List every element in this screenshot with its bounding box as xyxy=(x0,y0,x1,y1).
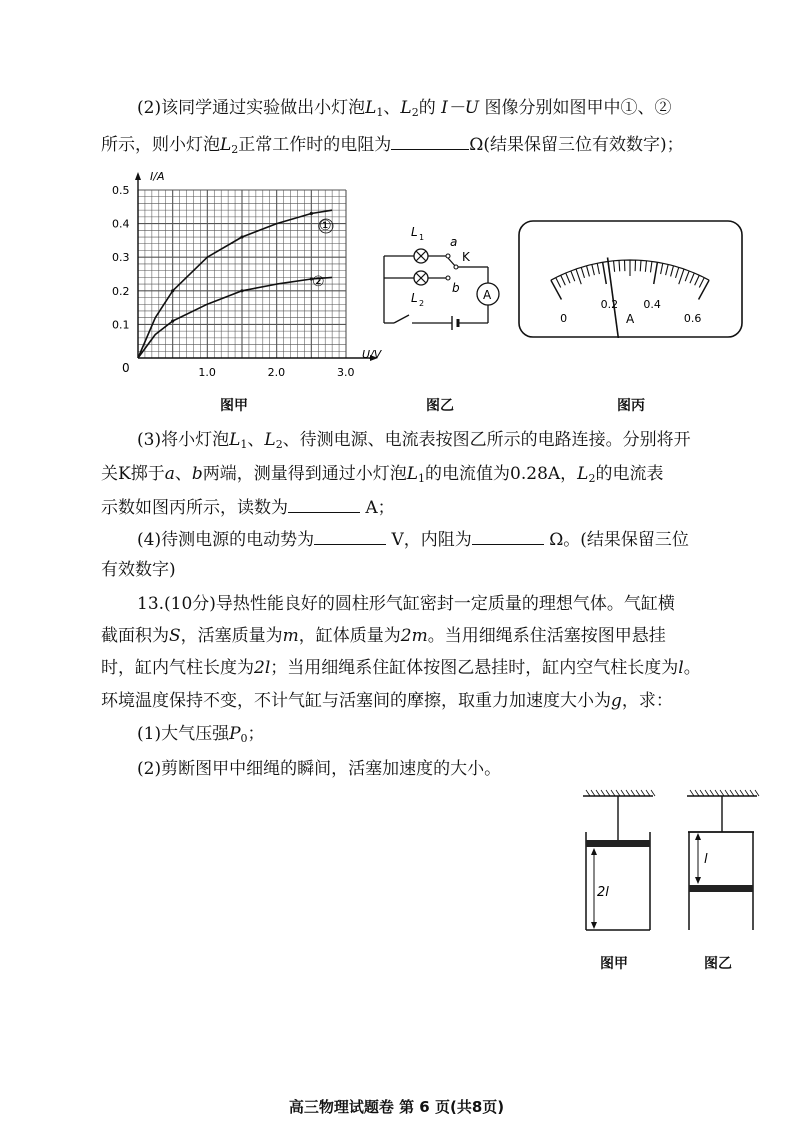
q13-sub2: (2)剪断图甲中细绳的瞬间，活塞加速度的大小。 xyxy=(137,759,502,779)
terminal-a-label: a xyxy=(450,235,458,249)
ceiling-hatch xyxy=(740,790,744,796)
ceiling-hatch xyxy=(631,790,635,796)
svg-text:2: 2 xyxy=(419,299,425,308)
meter-tick xyxy=(619,260,620,271)
ceiling-hatch xyxy=(735,790,739,796)
caption-cylinder-yi: 图乙 xyxy=(704,956,732,972)
origin-label: 0 xyxy=(122,361,130,375)
data-point xyxy=(240,289,243,292)
circuit-diagram xyxy=(376,218,506,333)
ceiling-hatch xyxy=(596,790,600,796)
ceiling-hatch xyxy=(690,790,694,796)
q13-line2: 截面积为S，活塞质量为m，缸体质量为2m。当用细绳系住活塞按图甲悬挂 xyxy=(101,626,666,646)
q13-line3: 时，缸内气柱长度为2l；当用细绳系住缸体按图乙悬挂时，缸内空气柱长度为l。 xyxy=(101,658,701,678)
caption-circuit-yi: 图乙 xyxy=(426,398,454,414)
ceiling-hatch xyxy=(606,790,610,796)
svg-text:1: 1 xyxy=(419,233,425,242)
lamp-l2-icon xyxy=(414,271,428,285)
lamp-l1-icon xyxy=(414,249,428,263)
ceiling-hatch xyxy=(586,790,590,796)
meter-tick-label: 0 xyxy=(560,311,568,325)
y-tick-label: 0.1 xyxy=(112,318,130,332)
terminal-b-label: b xyxy=(452,281,460,295)
ceiling-hatch xyxy=(700,790,704,796)
ceiling-hatch xyxy=(621,790,625,796)
ceiling-hatch xyxy=(720,790,724,796)
q13-sub1: (1)大气压强$P_0$； xyxy=(137,724,265,745)
meter-tick xyxy=(640,260,641,271)
page-footer: 高三物理试题卷 第 6 页(共8页) xyxy=(288,1098,505,1116)
ceiling-hatch xyxy=(646,790,650,796)
y-axis-label: I/A xyxy=(150,170,165,183)
ceiling-hatch xyxy=(705,790,709,796)
q12-part3-line3: 示数如图丙所示，读数为 A； xyxy=(101,494,395,520)
meter-tick-label: 0.6 xyxy=(683,311,702,325)
x-tick-label: 3.0 xyxy=(337,366,355,379)
length-l-label: l xyxy=(704,852,708,867)
ammeter-dial xyxy=(518,220,743,338)
y-tick-label: 0.2 xyxy=(112,284,130,298)
q12-part4-line2: 有效数字) xyxy=(101,560,176,580)
answer-blank-emf[interactable] xyxy=(314,526,386,545)
y-axis-arrow-icon xyxy=(135,172,141,180)
q12-part2-line2: 所示，则小灯泡$L_2$正常工作时的电阻为 Ω(结果保留三位有效数字)； xyxy=(101,131,684,157)
ammeter-label: A xyxy=(483,288,492,302)
curve2-label: ② xyxy=(312,274,325,290)
answer-blank-internal-resistance[interactable] xyxy=(472,526,544,545)
q12-part2-line1: (2)该同学通过实验做出小灯泡$L_1$、$L_2$的 I－U 图像分别如图甲中①、② xyxy=(137,98,672,119)
ceiling-hatch xyxy=(730,790,734,796)
y-tick-label: 0.5 xyxy=(112,184,130,197)
meter-tick-label: 0.2 xyxy=(600,297,619,311)
y-tick-label: 0.3 xyxy=(112,251,130,265)
ceiling-hatch xyxy=(715,790,719,796)
ceiling-hatch xyxy=(601,790,605,796)
cylinder-fig-yi xyxy=(682,788,772,938)
q12-part3-line2: 关K掷于a、b两端，测量得到通过小灯泡$L_1$的电流值为0.28A，$L_2$的电流表 xyxy=(101,464,664,485)
q12-part3-line1: (3)将小灯泡$L_1$、$L_2$、待测电源、电流表按图乙所示的电路连接。分别将开 xyxy=(137,430,691,451)
ceiling-hatch xyxy=(636,790,640,796)
circuit-l1-label: L xyxy=(411,225,418,239)
caption-meter-bing: 图丙 xyxy=(617,398,645,414)
ceiling-hatch xyxy=(641,790,645,796)
x-axis-label: U/V xyxy=(362,348,382,361)
iu-graph xyxy=(110,168,390,388)
ceiling-hatch xyxy=(725,790,729,796)
data-point xyxy=(171,319,174,322)
answer-blank-resistance[interactable] xyxy=(391,131,469,150)
y-tick-label: 0.4 xyxy=(112,217,130,231)
q13-line1: 13.(10分)导热性能良好的圆柱形气缸密封一定质量的理想气体。气缸横 xyxy=(137,594,675,614)
ceiling-hatch xyxy=(651,790,655,796)
ceiling-hatch xyxy=(755,790,759,796)
cylinder-fig-jia xyxy=(578,788,668,938)
ceiling-hatch xyxy=(611,790,615,796)
data-point xyxy=(310,212,313,215)
ceiling-hatch xyxy=(750,790,754,796)
ceiling-hatch xyxy=(591,790,595,796)
ceiling-hatch xyxy=(745,790,749,796)
curve1-label: ① xyxy=(319,218,332,234)
ceiling-hatch xyxy=(626,790,630,796)
ceiling-hatch xyxy=(616,790,620,796)
length-2l-label: 2l xyxy=(597,885,609,900)
ceiling-hatch xyxy=(695,790,699,796)
caption-graph-jia: 图甲 xyxy=(220,398,248,414)
caption-cylinder-jia: 图甲 xyxy=(600,956,628,972)
x-tick-label: 1.0 xyxy=(198,366,216,379)
graph-grid xyxy=(135,172,378,361)
data-point xyxy=(240,235,243,238)
meter-unit-label: A xyxy=(626,312,635,326)
x-tick-label: 2.0 xyxy=(267,366,286,379)
circuit-l2-label: L xyxy=(411,291,418,305)
data-point xyxy=(171,289,174,292)
ceiling-hatch xyxy=(710,790,714,796)
meter-tick-label: 0.4 xyxy=(643,297,661,311)
q13-line4: 环境温度保持不变，不计气缸与活塞间的摩擦，取重力加速度大小为g，求： xyxy=(101,691,673,711)
switch-k-label: K xyxy=(462,250,470,264)
answer-blank-current[interactable] xyxy=(288,494,360,513)
q12-part4-line1: (4)待测电源的电动势为 V，内阻为 Ω。(结果保留三位 xyxy=(137,526,689,552)
